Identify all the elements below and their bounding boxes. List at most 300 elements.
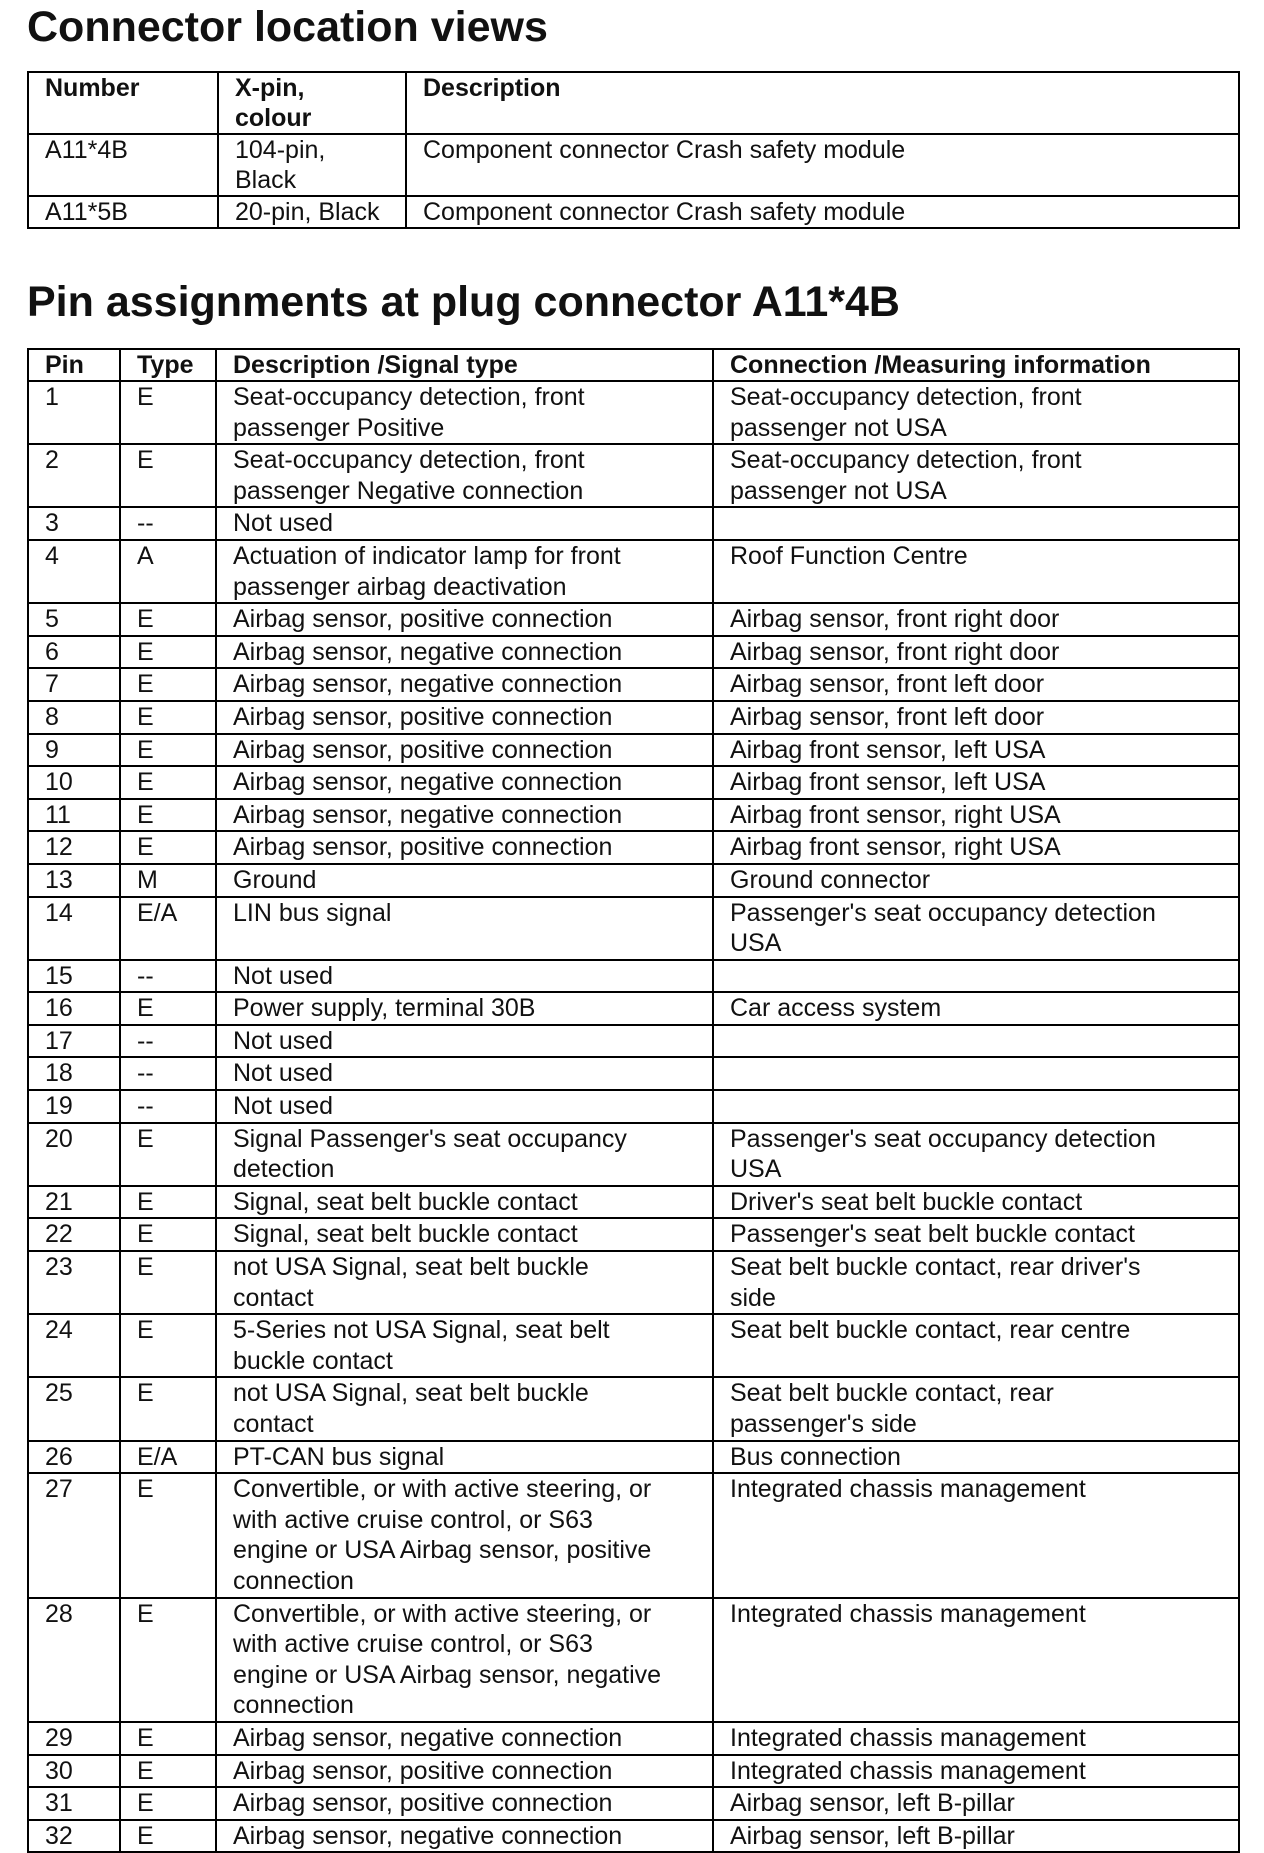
cell-description	[216, 1057, 713, 1090]
cell-text: --	[137, 509, 154, 538]
cell-type	[120, 540, 216, 603]
cell-text: Integrated chassis management	[730, 1599, 1086, 1628]
cell-text: --	[137, 1026, 154, 1055]
cell-xpin	[218, 196, 406, 228]
cell-description	[216, 1090, 713, 1123]
cell-description	[216, 960, 713, 993]
table-row	[28, 1314, 1239, 1377]
cell-text: Airbag sensor, left B-pillar	[730, 1821, 1015, 1850]
cell-text: Airbag sensor, negative connection	[233, 637, 623, 666]
cell-text: Airbag sensor, negative connection	[233, 768, 623, 797]
cell-pin	[28, 897, 120, 960]
table-row	[28, 1787, 1239, 1820]
cell-text: Roof Function Centre	[730, 541, 968, 570]
cell-text: E	[137, 1220, 154, 1249]
header-description	[406, 72, 1239, 134]
cell-text: 25	[45, 1379, 73, 1408]
cell-text: 19	[45, 1092, 73, 1121]
cell-text: Seat-occupancy detection, front passenger not USA	[730, 446, 1082, 505]
table-row	[28, 897, 1239, 960]
cell-connection	[713, 1787, 1239, 1820]
cell-connection	[713, 1025, 1239, 1058]
cell-text: Airbag sensor, front left door	[730, 702, 1045, 731]
cell-connection	[713, 1218, 1239, 1251]
cell-pin	[28, 1787, 120, 1820]
cell-text: E	[137, 605, 154, 634]
cell-connection	[713, 864, 1239, 897]
cell-text: Not used	[233, 509, 334, 538]
cell-pin	[28, 1377, 120, 1440]
cell-text: 13	[45, 865, 73, 894]
header-number-label: Number	[45, 74, 140, 102]
cell-text: Airbag sensor, negative connection	[233, 1821, 623, 1850]
cell-text: Airbag front sensor, left USA	[730, 768, 1046, 797]
cell-text: 7	[45, 670, 59, 699]
table-row	[28, 1441, 1239, 1474]
cell-type	[120, 1314, 216, 1377]
cell-text: Airbag front sensor, right USA	[730, 833, 1061, 862]
cell-type	[120, 960, 216, 993]
cell-connection	[713, 1251, 1239, 1314]
cell-text: Seat-occupancy detection, front passenger Negative connection	[233, 446, 585, 505]
table-row	[28, 960, 1239, 993]
table-row	[28, 864, 1239, 897]
cell-text: M	[137, 865, 158, 894]
cell-text: 8	[45, 702, 59, 731]
cell-text: Airbag sensor, front right door	[730, 637, 1060, 666]
cell-description	[216, 799, 713, 832]
cell-text: Airbag front sensor, left USA	[730, 735, 1046, 764]
cell-pin	[28, 636, 120, 669]
cell-description	[216, 444, 713, 507]
cell-text: 14	[45, 898, 73, 927]
cell-text: Convertible, or with active steering, or with active cruise control, or S63 engine or USA Airbag sensor, negative connection	[233, 1599, 662, 1720]
cell-pin	[28, 799, 120, 832]
cell-text: E	[137, 383, 154, 411]
table-row	[28, 734, 1239, 767]
cell-text: Ground	[233, 865, 317, 894]
cell-description	[216, 540, 713, 603]
cell-pin	[28, 603, 120, 636]
cell-text: Airbag sensor, negative connection	[233, 670, 623, 699]
cell-text: Airbag sensor, negative connection	[233, 1723, 623, 1752]
table-row	[28, 1057, 1239, 1090]
cell-type	[120, 1441, 216, 1474]
cell-description	[216, 603, 713, 636]
cell-type	[120, 734, 216, 767]
cell-pin	[28, 1441, 120, 1474]
cell-text: 16	[45, 994, 73, 1023]
cell-text: 17	[45, 1026, 73, 1055]
cell-text: 4	[45, 541, 59, 570]
cell-description	[216, 992, 713, 1025]
cell-type	[120, 799, 216, 832]
cell-text: Car access system	[730, 994, 942, 1023]
cell-pin	[28, 1025, 120, 1058]
cell-type	[120, 1722, 216, 1755]
cell-text: 3	[45, 509, 59, 538]
cell-text: Bus connection	[730, 1442, 901, 1471]
cell-type	[120, 1057, 216, 1090]
cell-type	[120, 1755, 216, 1788]
cell-connection	[713, 1441, 1239, 1474]
table-row	[28, 444, 1239, 507]
cell-description	[216, 1598, 713, 1722]
cell-description	[216, 831, 713, 864]
cell-connection	[713, 701, 1239, 734]
cell-description	[216, 1123, 713, 1186]
cell-description	[216, 1251, 713, 1314]
cell-text: E	[137, 833, 154, 862]
cell-text: Passenger's seat occupancy detection USA	[730, 1124, 1156, 1184]
cell-connection	[713, 734, 1239, 767]
cell-text: E	[137, 1475, 154, 1504]
cell-text: 2	[45, 446, 59, 475]
cell-pin	[28, 1090, 120, 1123]
cell-text: E	[137, 446, 154, 475]
cell-connection	[713, 1722, 1239, 1755]
table-row	[28, 1755, 1239, 1788]
table-row	[28, 992, 1239, 1025]
cell-text: Ground connector	[730, 865, 931, 894]
cell-text: LIN bus signal	[233, 898, 392, 927]
cell-text: 6	[45, 637, 59, 666]
cell-connection	[713, 507, 1239, 540]
cell-connection	[713, 766, 1239, 799]
cell-text: E	[137, 1124, 154, 1153]
cell-text: not USA Signal, seat belt buckle contact	[233, 1379, 589, 1438]
cell-text: 18	[45, 1059, 73, 1088]
cell-text: Seat belt buckle contact, rear centre	[730, 1316, 1131, 1345]
cell-pin	[28, 540, 120, 603]
cell-connection	[713, 799, 1239, 832]
table-row	[28, 134, 1239, 196]
cell-text: 22	[45, 1220, 73, 1249]
header-xpin-colour	[218, 72, 406, 134]
cell-text: Component connector Crash safety module	[423, 136, 906, 164]
cell-connection	[713, 1090, 1239, 1123]
cell-pin	[28, 444, 120, 507]
cell-connection	[713, 1755, 1239, 1788]
pin-assignments-table	[27, 348, 1240, 1853]
header-connection-measuring: Connection /Measuring information	[713, 349, 1239, 381]
table-row	[28, 1473, 1239, 1597]
cell-text: 29	[45, 1723, 73, 1752]
cell-text: 31	[45, 1789, 73, 1818]
cell-type	[120, 992, 216, 1025]
cell-type	[120, 507, 216, 540]
cell-text: E	[137, 637, 154, 666]
table-row	[28, 831, 1239, 864]
cell-text: E	[137, 1379, 154, 1408]
cell-pin	[28, 1186, 120, 1219]
cell-text: E	[137, 1789, 154, 1818]
cell-description	[406, 134, 1239, 196]
cell-text: Signal, seat belt buckle contact	[233, 1187, 578, 1216]
cell-text: E	[137, 1821, 154, 1850]
cell-description	[216, 1441, 713, 1474]
cell-text: 23	[45, 1253, 73, 1282]
cell-type	[120, 381, 216, 444]
cell-pin	[28, 831, 120, 864]
cell-pin	[28, 1314, 120, 1377]
cell-pin	[28, 864, 120, 897]
cell-text: 20	[45, 1124, 73, 1153]
cell-type	[120, 444, 216, 507]
header-number	[28, 72, 218, 134]
cell-connection	[713, 444, 1239, 507]
cell-text: 12	[45, 833, 73, 862]
table-header-row	[28, 349, 1239, 381]
table-row	[28, 701, 1239, 734]
cell-text: E/A	[137, 1442, 178, 1471]
cell-connection	[713, 831, 1239, 864]
cell-connection	[713, 897, 1239, 960]
cell-type	[120, 1473, 216, 1597]
cell-pin	[28, 1218, 120, 1251]
cell-text: Driver's seat belt buckle contact	[730, 1187, 1083, 1216]
header-xpin-colour-label: X-pin, colour	[235, 74, 312, 132]
cell-type	[120, 636, 216, 669]
table-row	[28, 381, 1239, 444]
cell-text: E	[137, 702, 154, 731]
header-description-signal: Description /Signal type	[216, 349, 713, 381]
cell-text: Integrated chassis management	[730, 1723, 1086, 1752]
cell-text: --	[137, 961, 154, 990]
cell-description	[216, 1755, 713, 1788]
table-row	[28, 1598, 1239, 1722]
pin-table-body	[28, 381, 1239, 1852]
connector-location-table	[27, 71, 1240, 229]
cell-text: 15	[45, 961, 73, 990]
cell-description	[216, 1820, 713, 1853]
table-row	[28, 636, 1239, 669]
cell-description	[406, 196, 1239, 228]
table-row	[28, 799, 1239, 832]
cell-text: E	[137, 1599, 154, 1628]
cell-description	[216, 507, 713, 540]
cell-text: Seat belt buckle contact, rear driver's side	[730, 1253, 1141, 1312]
table-row	[28, 1186, 1239, 1219]
cell-pin	[28, 1123, 120, 1186]
cell-text: Seat-occupancy detection, front passenger Positive	[233, 383, 585, 442]
cell-text: Signal, seat belt buckle contact	[233, 1220, 578, 1249]
table-row	[28, 1722, 1239, 1755]
cell-pin	[28, 1820, 120, 1853]
cell-type	[120, 1218, 216, 1251]
cell-description	[216, 897, 713, 960]
cell-text: Airbag sensor, front left door	[730, 670, 1045, 699]
cell-text: 32	[45, 1821, 73, 1850]
cell-text: 9	[45, 735, 59, 764]
cell-text: Not used	[233, 1092, 334, 1121]
cell-text: E	[137, 670, 154, 699]
cell-text: --	[137, 1092, 154, 1121]
table-row	[28, 1025, 1239, 1058]
cell-text: E	[137, 1316, 154, 1345]
cell-text: 10	[45, 768, 73, 797]
table-row	[28, 540, 1239, 603]
cell-type	[120, 1251, 216, 1314]
table-row	[28, 507, 1239, 540]
cell-pin	[28, 1722, 120, 1755]
cell-text: 27	[45, 1475, 73, 1504]
cell-type	[120, 1598, 216, 1722]
cell-text: 11	[45, 800, 71, 829]
cell-type	[120, 701, 216, 734]
cell-connection	[713, 1598, 1239, 1722]
cell-connection	[713, 1057, 1239, 1090]
pin-assignments-title: Pin assignments at plug connector A11*4B	[27, 278, 900, 326]
cell-text: E	[137, 800, 154, 829]
cell-description	[216, 734, 713, 767]
cell-type	[120, 831, 216, 864]
cell-text: 1	[45, 383, 59, 411]
cell-connection	[713, 1820, 1239, 1853]
cell-type	[120, 897, 216, 960]
cell-text: A11*4B	[45, 136, 128, 164]
cell-text: Not used	[233, 961, 334, 990]
cell-connection	[713, 1314, 1239, 1377]
cell-description	[216, 1186, 713, 1219]
cell-description	[216, 1787, 713, 1820]
cell-pin	[28, 766, 120, 799]
cell-text: Signal Passenger's seat occupancy detection	[233, 1124, 627, 1184]
cell-connection	[713, 540, 1239, 603]
cell-connection	[713, 1123, 1239, 1186]
connector-location-title: Connector location views	[27, 3, 548, 51]
cell-description	[216, 1473, 713, 1597]
cell-text: A11*5B	[45, 198, 128, 226]
cell-connection	[713, 381, 1239, 444]
cell-type	[120, 1090, 216, 1123]
cell-pin	[28, 1755, 120, 1788]
cell-xpin	[218, 134, 406, 196]
cell-number	[28, 196, 218, 228]
table-row	[28, 1218, 1239, 1251]
cell-type	[120, 668, 216, 701]
cell-pin	[28, 1251, 120, 1314]
cell-text: Airbag sensor, front right door	[730, 605, 1060, 634]
cell-text: Passenger's seat occupancy detection USA	[730, 898, 1156, 958]
cell-connection	[713, 603, 1239, 636]
cell-text: Airbag sensor, positive connection	[233, 702, 613, 731]
cell-text: 20-pin, Black	[235, 198, 380, 226]
cell-text: PT-CAN bus signal	[233, 1442, 445, 1471]
cell-connection	[713, 668, 1239, 701]
cell-pin	[28, 507, 120, 540]
cell-type	[120, 1820, 216, 1853]
cell-description	[216, 1314, 713, 1377]
cell-text: Airbag front sensor, right USA	[730, 800, 1061, 829]
header-description-label: Description	[423, 74, 561, 102]
cell-text: 5-Series not USA Signal, seat belt buckle contact	[233, 1316, 610, 1375]
header-type: Type	[120, 349, 216, 381]
cell-text: not USA Signal, seat belt buckle contact	[233, 1253, 589, 1312]
table-row	[28, 766, 1239, 799]
cell-text: E	[137, 994, 154, 1023]
cell-type	[120, 1186, 216, 1219]
cell-text: E	[137, 1253, 154, 1282]
cell-description	[216, 1025, 713, 1058]
table-row	[28, 196, 1239, 228]
cell-pin	[28, 960, 120, 993]
cell-text: 21	[45, 1187, 73, 1216]
cell-connection	[713, 960, 1239, 993]
cell-description	[216, 668, 713, 701]
cell-description	[216, 1218, 713, 1251]
cell-text: Seat belt buckle contact, rear passenger's side	[730, 1379, 1054, 1438]
cell-text: Power supply, terminal 30B	[233, 994, 536, 1023]
cell-description	[216, 1377, 713, 1440]
cell-text: Airbag sensor, positive connection	[233, 735, 613, 764]
cell-text: A	[137, 541, 154, 570]
cell-text: 28	[45, 1599, 73, 1628]
table-header-row	[28, 72, 1239, 134]
cell-type	[120, 1123, 216, 1186]
cell-text: Not used	[233, 1026, 334, 1055]
cell-type	[120, 603, 216, 636]
cell-text: E	[137, 1187, 154, 1216]
cell-type	[120, 1025, 216, 1058]
table-row	[28, 668, 1239, 701]
table-row	[28, 603, 1239, 636]
cell-text: Airbag sensor, positive connection	[233, 1756, 613, 1785]
cell-text: Seat-occupancy detection, front passenger not USA	[730, 383, 1082, 442]
cell-text: Not used	[233, 1059, 334, 1088]
cell-text: Airbag sensor, left B-pillar	[730, 1789, 1015, 1818]
cell-connection	[713, 1186, 1239, 1219]
cell-text: E	[137, 1756, 154, 1785]
cell-description	[216, 701, 713, 734]
cell-description	[216, 766, 713, 799]
cell-text: 30	[45, 1756, 73, 1785]
cell-pin	[28, 381, 120, 444]
table-row	[28, 1090, 1239, 1123]
cell-text: Airbag sensor, positive connection	[233, 833, 613, 862]
cell-text: Integrated chassis management	[730, 1756, 1086, 1785]
cell-text: Component connector Crash safety module	[423, 198, 906, 226]
cell-type	[120, 864, 216, 897]
cell-description	[216, 636, 713, 669]
cell-connection	[713, 1377, 1239, 1440]
cell-text: E	[137, 768, 154, 797]
cell-connection	[713, 992, 1239, 1025]
cell-text: E	[137, 1723, 154, 1752]
cell-text: E	[137, 735, 154, 764]
cell-pin	[28, 992, 120, 1025]
table-row	[28, 1377, 1239, 1440]
cell-number	[28, 134, 218, 196]
table-row	[28, 1251, 1239, 1314]
cell-pin	[28, 734, 120, 767]
cell-text: --	[137, 1059, 154, 1088]
cell-text: 24	[45, 1316, 73, 1345]
cell-text: Integrated chassis management	[730, 1475, 1086, 1504]
cell-type	[120, 766, 216, 799]
cell-text: Passenger's seat belt buckle contact	[730, 1220, 1136, 1249]
cell-description	[216, 381, 713, 444]
cell-type	[120, 1377, 216, 1440]
cell-text: Airbag sensor, positive connection	[233, 1789, 613, 1818]
cell-text: E/A	[137, 898, 178, 927]
cell-description	[216, 1722, 713, 1755]
cell-text: 26	[45, 1442, 73, 1471]
cell-connection	[713, 636, 1239, 669]
cell-connection	[713, 1473, 1239, 1597]
cell-text: 5	[45, 605, 59, 634]
header-pin: Pin	[28, 349, 120, 381]
